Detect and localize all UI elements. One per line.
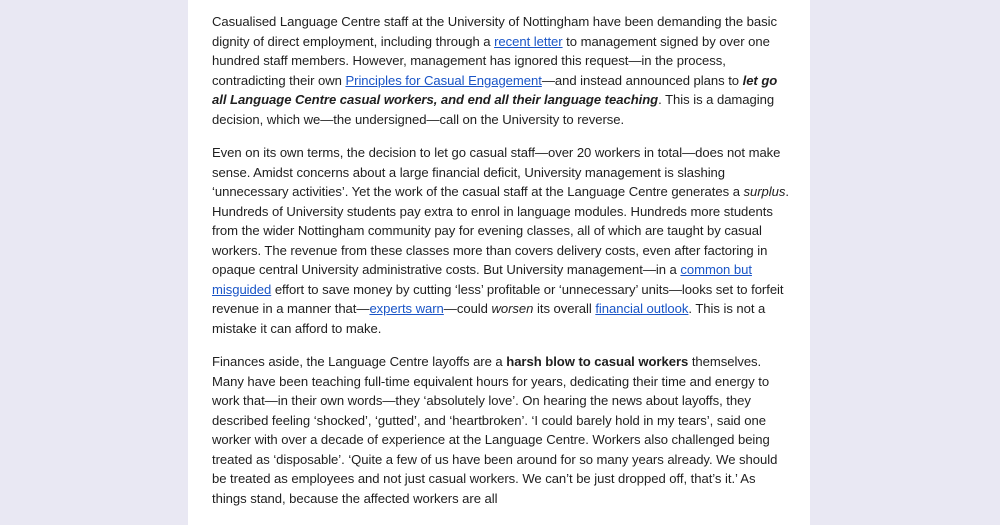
recent-letter-link[interactable]: recent letter — [494, 33, 563, 49]
body-text: to management signed by over one hundred staff members. However, management has ignored this request—in the process, contradicting their own — [212, 33, 770, 88]
bold-text: harsh blow to casual workers — [506, 354, 689, 369]
body-text: . This is a damaging decision, which we—the undersigned—call on the University to reverse. — [212, 92, 775, 127]
body-text: . This is not a mistake it can afford to make. — [212, 301, 766, 336]
paragraph — [212, 352, 792, 508]
body-text: effort to save money by cutting ‘less’ profitable or ‘unnecessary’ units—looks set to forfeit revenue in a manner that— — [212, 281, 784, 316]
paragraph — [212, 143, 792, 338]
body-text: —and instead announced plans to — [541, 72, 743, 88]
financial-outlook-link[interactable]: financial outlook — [595, 301, 689, 316]
body-text: Even on its own terms, the decision to let go casual staff—over 20 workers in total—does not make sense. Amidst concerns about a large financial deficit, University management is slashing ‘unnecessary activities’. Yet the work of the casual staff at the Language Centre generates a — [212, 145, 781, 199]
body-text: Finances aside, the Language Centre layoffs are a — [212, 354, 507, 369]
bold-italic-text-inner: let go all Language Centre casual workers, and end all their language teaching — [212, 72, 778, 107]
common-but-misguided-link[interactable]: common but misguided — [212, 262, 752, 297]
body-text: themselves. Many have been teaching full-time equivalent hours for years, dedicating their time and energy to work that—in their own words—they ‘absolutely love’. On hearing the news about layoffs, they described feeling ‘shocked’, ‘gutted’, and ‘heartbroken’. ‘I could barely hold in my tears’, said one worker with over a decade of experience at the Language Centre. Workers also challenged being treated as ‘disposable’. ‘Quite a few of us have been around for so many years already. We should be treated as employees and not just casual workers. We can’t be just dropped off, that’s it.’ As things stand, because the affected workers are all — [212, 354, 778, 506]
document-page — [188, 0, 810, 525]
principles-casual-engagement-link[interactable]: Principles for Casual Engagement — [345, 72, 542, 88]
italic-text: worsen — [491, 301, 534, 316]
body-text: Casualised Language Centre staff at the University of Nottingham have been demanding the basic dignity of direct employment, including through a — [212, 14, 777, 49]
body-text: —could — [443, 301, 492, 316]
experts-warn-link[interactable]: experts warn — [369, 301, 444, 316]
body-text: its overall — [533, 301, 596, 316]
paragraph — [212, 12, 792, 129]
italic-text: surplus — [743, 184, 786, 199]
body-text: . Hundreds of University students pay extra to enrol in language modules. Hundreds more students from the wider Nottingham community pay for evening classes, all of which are taught by casual workers. The revenue from these classes more than covers delivery costs, even after factoring in opaque central University administrative costs. But University management—in a — [212, 184, 789, 277]
document-body — [212, 12, 792, 522]
